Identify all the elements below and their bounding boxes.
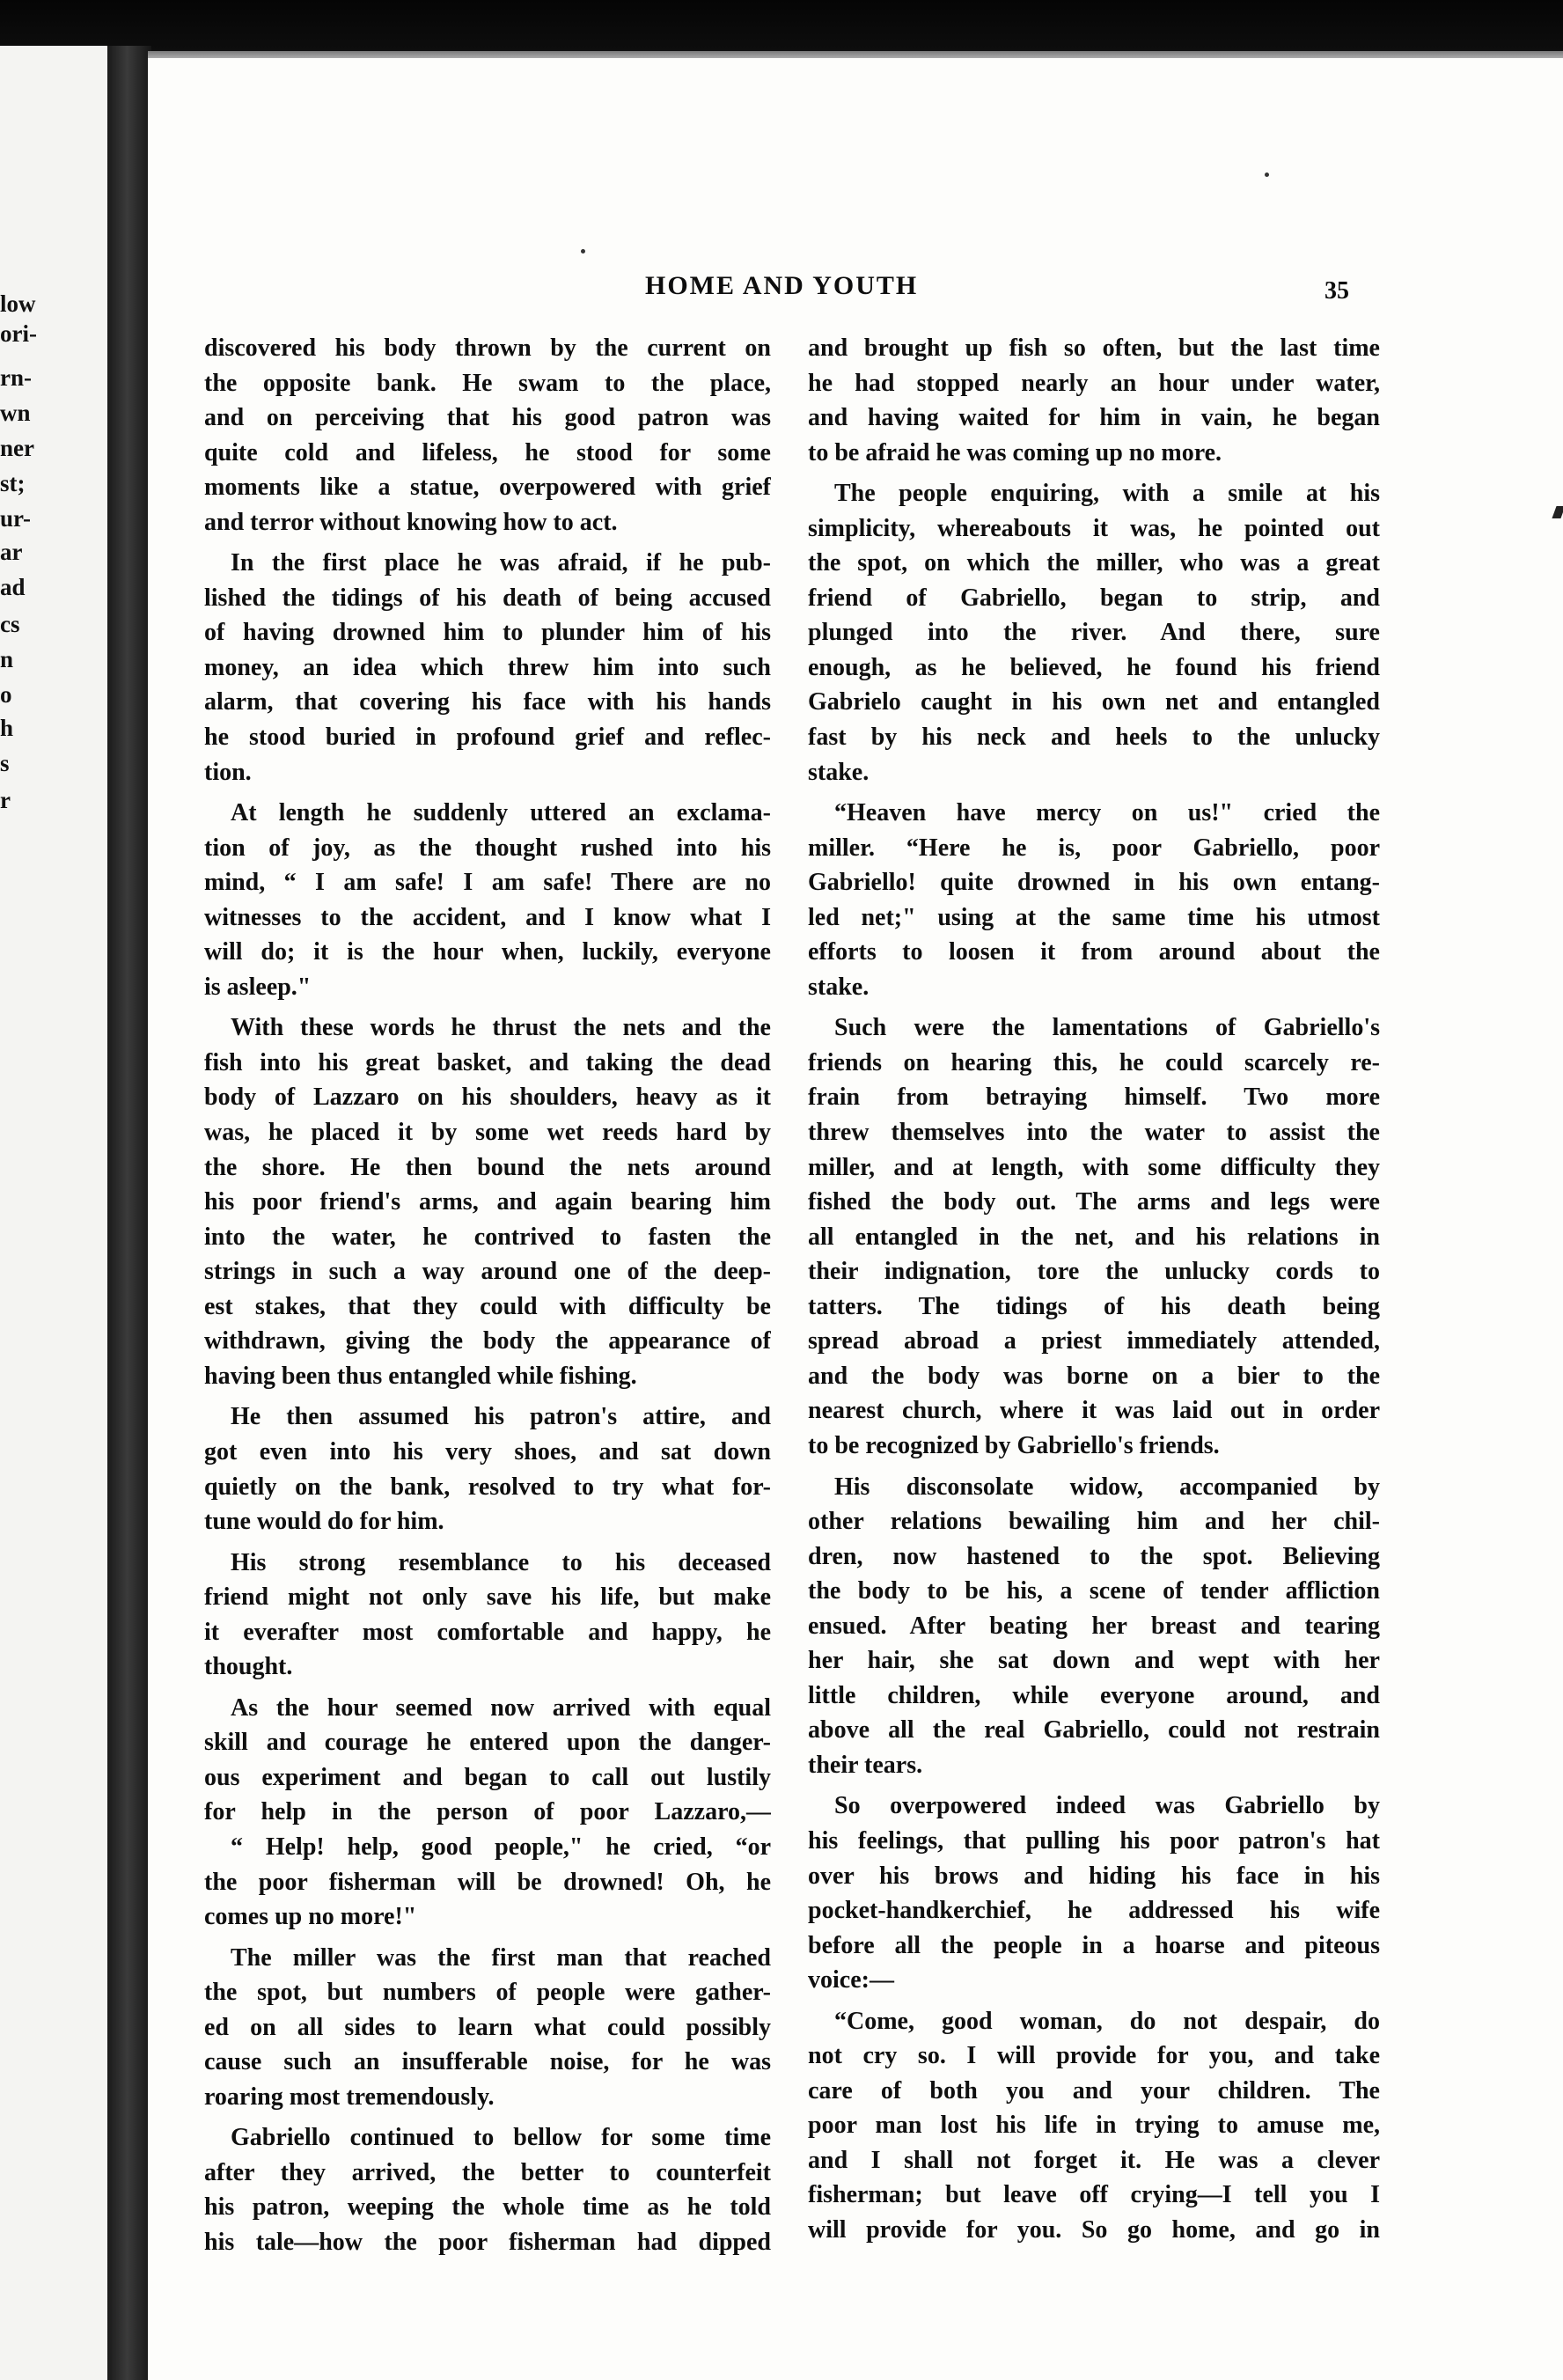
text-line: pocket-handkerchief, he addressed his wife — [808, 1897, 1380, 1925]
text-line: of having drowned him to plunder him of his — [204, 619, 771, 647]
text-line: was, he placed it by some wet reeds hard by — [204, 1119, 771, 1147]
facing-page-fragment: ar — [0, 539, 23, 565]
text-line: not cry so. I will provide for you, and take — [808, 2042, 1380, 2070]
text-line: and terror without knowing how to act. — [204, 508, 618, 536]
paragraph-gap — [204, 1393, 771, 1399]
text-line: dren, now hastened to the spot. Believing — [808, 1542, 1380, 1570]
text-line: tion. — [204, 758, 252, 786]
facing-page-fragment: rn- — [0, 364, 32, 391]
text-line: “Heaven have mercy on us!" cried the — [834, 799, 1380, 827]
facing-page-fragment: st; — [0, 470, 26, 496]
text-line: the body to be his, a scene of tender affliction — [808, 1577, 1380, 1605]
text-line: is asleep." — [204, 973, 312, 1001]
text-line: and having waited for him in vain, he began — [808, 404, 1380, 432]
paragraph-gap — [204, 1935, 771, 1941]
text-line: after they arrived, the better to counterfeit — [204, 2158, 771, 2186]
page-number: 35 — [1325, 277, 1349, 305]
text-line: the shore. He then bound the nets around — [204, 1153, 771, 1181]
text-line: comes up no more!" — [204, 1903, 417, 1931]
text-line: to be afraid he was coming up no more. — [808, 438, 1222, 466]
paragraph-gap — [204, 1685, 771, 1691]
facing-page-fragment: ori- — [0, 320, 37, 347]
text-line: thought. — [204, 1653, 293, 1681]
running-header: HOME AND YOUTH — [645, 271, 919, 300]
text-line: quite cold and lifeless, he stood for some — [204, 438, 771, 466]
text-line: At length he suddenly uttered an exclama- — [231, 799, 771, 827]
text-line: and on perceiving that his good patron was — [204, 404, 771, 432]
text-line: cause such an insufferable noise, for he was — [204, 2048, 771, 2076]
text-line: friends on hearing this, he could scarcely re- — [808, 1048, 1380, 1076]
text-line: fast by his neck and heels to the unlucky — [808, 724, 1380, 752]
facing-page-fragment: n — [0, 646, 14, 672]
text-line: fished the body out. The arms and legs were — [808, 1188, 1380, 1216]
text-line: His disconsolate widow, accompanied by — [834, 1473, 1380, 1501]
text-line: his patron, weeping the whole time as he told — [204, 2193, 771, 2222]
text-line: above all the real Gabriello, could not restrain — [808, 1716, 1380, 1745]
text-line: simplicity, whereabouts it was, he pointed out — [808, 514, 1380, 542]
text-line: tion of joy, as the thought rushed into his — [204, 834, 771, 862]
text-line: “Come, good woman, do not despair, do — [834, 2007, 1380, 2035]
text-line: ensued. After beating her breast and tearing — [808, 1612, 1380, 1640]
book-gutter — [107, 46, 151, 2380]
text-line: ous experiment and began to call out lustily — [204, 1763, 771, 1791]
text-line: it everafter most comfortable and happy, he — [204, 1618, 771, 1646]
facing-page-fragment: o — [0, 681, 12, 708]
text-line: will do; it is the hour when, luckily, everyone — [204, 938, 771, 966]
text-line: nearest church, where it was laid out in order — [808, 1397, 1380, 1425]
text-line: Gabriello continued to bellow for some time — [231, 2124, 771, 2152]
text-line: and brought up fish so often, but the last time — [808, 334, 1380, 362]
text-line: before all the people in a hoarse and piteous — [808, 1931, 1380, 1959]
paragraph-gap — [808, 1782, 1380, 1789]
text-line: With these words he thrust the nets and the — [231, 1014, 771, 1042]
text-line: moments like a statue, overpowered with grief — [204, 474, 771, 502]
paragraph-gap — [808, 1464, 1380, 1470]
text-line: and I shall not forget it. He was a clever — [808, 2146, 1380, 2174]
text-line: all entangled in the net, and his relations in — [808, 1223, 1380, 1251]
facing-page-fragment: low — [0, 290, 36, 317]
facing-page-fragment: s — [0, 750, 10, 776]
text-line: efforts to loosen it from around about the — [808, 938, 1380, 966]
text-line: his tale—how the poor fisherman had dipped — [204, 2228, 771, 2256]
text-line: Gabriello! quite drowned in his own entang- — [808, 869, 1380, 897]
text-line: his poor friend's arms, and again bearing him — [204, 1188, 771, 1216]
text-line: poor man lost his life in trying to amuse me, — [808, 2112, 1380, 2140]
text-line: he stood buried in profound grief and reflec- — [204, 724, 771, 752]
text-line: The people enquiring, with a smile at his — [834, 480, 1380, 508]
text-line: her hair, she sat down and wept with her — [808, 1647, 1380, 1675]
text-line: In the first place he was afraid, if he pub- — [231, 549, 771, 577]
text-line: est stakes, that they could with difficulty be — [204, 1292, 771, 1320]
text-line: lished the tidings of his death of being accused — [204, 584, 771, 612]
text-line: stake. — [808, 758, 870, 786]
facing-page-fragment: wn — [0, 400, 31, 426]
paragraph-gap — [204, 2114, 771, 2120]
text-line: spread abroad a priest immediately attended, — [808, 1327, 1380, 1355]
text-line: fish into his great basket, and taking the dead — [204, 1048, 771, 1076]
paragraph-gap — [204, 1004, 771, 1010]
text-line: skill and courage he entered upon the danger- — [204, 1729, 771, 1757]
text-line: their tears. — [808, 1751, 923, 1779]
paper-speck — [1265, 173, 1269, 177]
text-line: care of both you and your children. The — [808, 2076, 1380, 2105]
text-line: led net;" using at the same time his utmost — [808, 903, 1380, 931]
text-line: ed on all sides to learn what could possibly — [204, 2013, 771, 2041]
text-line: the spot, but numbers of people were gather- — [204, 1979, 771, 2007]
text-line: to be recognized by Gabriello's friends. — [808, 1431, 1220, 1459]
text-line: he had stopped nearly an hour under water, — [808, 369, 1380, 397]
text-line: got even into his very shoes, and sat down — [204, 1437, 771, 1465]
text-line: alarm, that covering his face with his hands — [204, 688, 771, 716]
text-line: body of Lazzaro on his shoulders, heavy as it — [204, 1083, 771, 1112]
text-line: strings in such a way around one of the deep- — [204, 1258, 771, 1286]
text-line: into the water, he contrived to fasten the — [204, 1223, 771, 1251]
text-line: withdrawn, giving the body the appearance of — [204, 1327, 771, 1355]
paragraph-gap — [204, 790, 771, 796]
paragraph-gap — [808, 790, 1380, 796]
facing-page-fragment: ner — [0, 435, 34, 461]
text-line: over his brows and hiding his face in his — [808, 1862, 1380, 1890]
text-line: tune would do for him. — [204, 1508, 444, 1536]
text-line: other relations bewailing him and her chil- — [808, 1508, 1380, 1536]
text-line: stake. — [808, 973, 870, 1001]
text-line: for help in the person of poor Lazzaro,— — [204, 1798, 771, 1826]
paper-speck — [581, 249, 585, 253]
text-line: Such were the lamentations of Gabriello's — [834, 1014, 1380, 1042]
left-column — [204, 331, 771, 2260]
text-line: the poor fisherman will be drowned! Oh, he — [204, 1868, 771, 1896]
paragraph-gap — [808, 1998, 1380, 2004]
text-line: having been thus entangled while fishing. — [204, 1362, 637, 1390]
text-line: his feelings, that pulling his poor patron's hat — [808, 1826, 1380, 1855]
text-line: discovered his body thrown by the current on — [204, 334, 771, 362]
text-line: and the body was borne on a bier to the — [808, 1362, 1380, 1390]
facing-page-fragment: r — [0, 787, 11, 813]
text-line: miller, and at length, with some difficulty they — [808, 1153, 1380, 1181]
text-line: fisherman; but leave off crying—I tell you I — [808, 2181, 1380, 2209]
text-line: mind, “ I am safe! I am safe! There are no — [204, 869, 771, 897]
text-line: quietly on the bank, resolved to try what for- — [204, 1473, 771, 1501]
text-line: enough, as he believed, he found his friend — [808, 653, 1380, 681]
text-line: money, an idea which threw him into such — [204, 653, 771, 681]
text-line: roaring most tremendously. — [204, 2082, 495, 2111]
text-line: little children, while everyone around, and — [808, 1681, 1380, 1709]
text-line: Gabrielo caught in his own net and entangled — [808, 688, 1380, 716]
text-line: the opposite bank. He swam to the place, — [204, 369, 771, 397]
text-line: He then assumed his patron's attire, and — [231, 1403, 771, 1431]
text-line: miller. “Here he is, poor Gabriello, poor — [808, 834, 1380, 862]
text-line: As the hour seemed now arrived with equal — [231, 1693, 771, 1722]
text-line: “ Help! help, good people," he cried, “or — [231, 1833, 771, 1861]
text-line: their indignation, tore the unlucky cords to — [808, 1258, 1380, 1286]
right-column — [808, 331, 1380, 2248]
paragraph-gap — [808, 1004, 1380, 1010]
facing-page-fragment: ur- — [0, 505, 31, 532]
text-line: plunged into the river. And there, sure — [808, 619, 1380, 647]
text-line: tatters. The tidings of his death being — [808, 1292, 1380, 1320]
text-line: So overpowered indeed was Gabriello by — [834, 1792, 1380, 1820]
text-line: His strong resemblance to his deceased — [231, 1548, 771, 1576]
text-line: voice:— — [808, 1966, 894, 1994]
facing-page-fragment: ad — [0, 574, 26, 600]
facing-page-fragment: cs — [0, 611, 20, 637]
text-line: friend of Gabriello, began to strip, and — [808, 584, 1380, 612]
text-line: witnesses to the accident, and I know what I — [204, 903, 771, 931]
text-line: threw themselves into the water to assist the — [808, 1119, 1380, 1147]
text-line: friend might not only save his life, but make — [204, 1583, 771, 1612]
text-line: the spot, on which the miller, who was a great — [808, 549, 1380, 577]
text-line: will provide for you. So go home, and go in — [808, 2215, 1380, 2244]
facing-page-fragment: h — [0, 715, 14, 741]
paragraph-gap — [204, 1539, 771, 1546]
paragraph-gap — [204, 540, 771, 546]
text-line: The miller was the first man that reached — [231, 1943, 771, 1972]
paragraph-gap — [808, 470, 1380, 476]
text-line: frain from betraying himself. Two more — [808, 1083, 1380, 1112]
